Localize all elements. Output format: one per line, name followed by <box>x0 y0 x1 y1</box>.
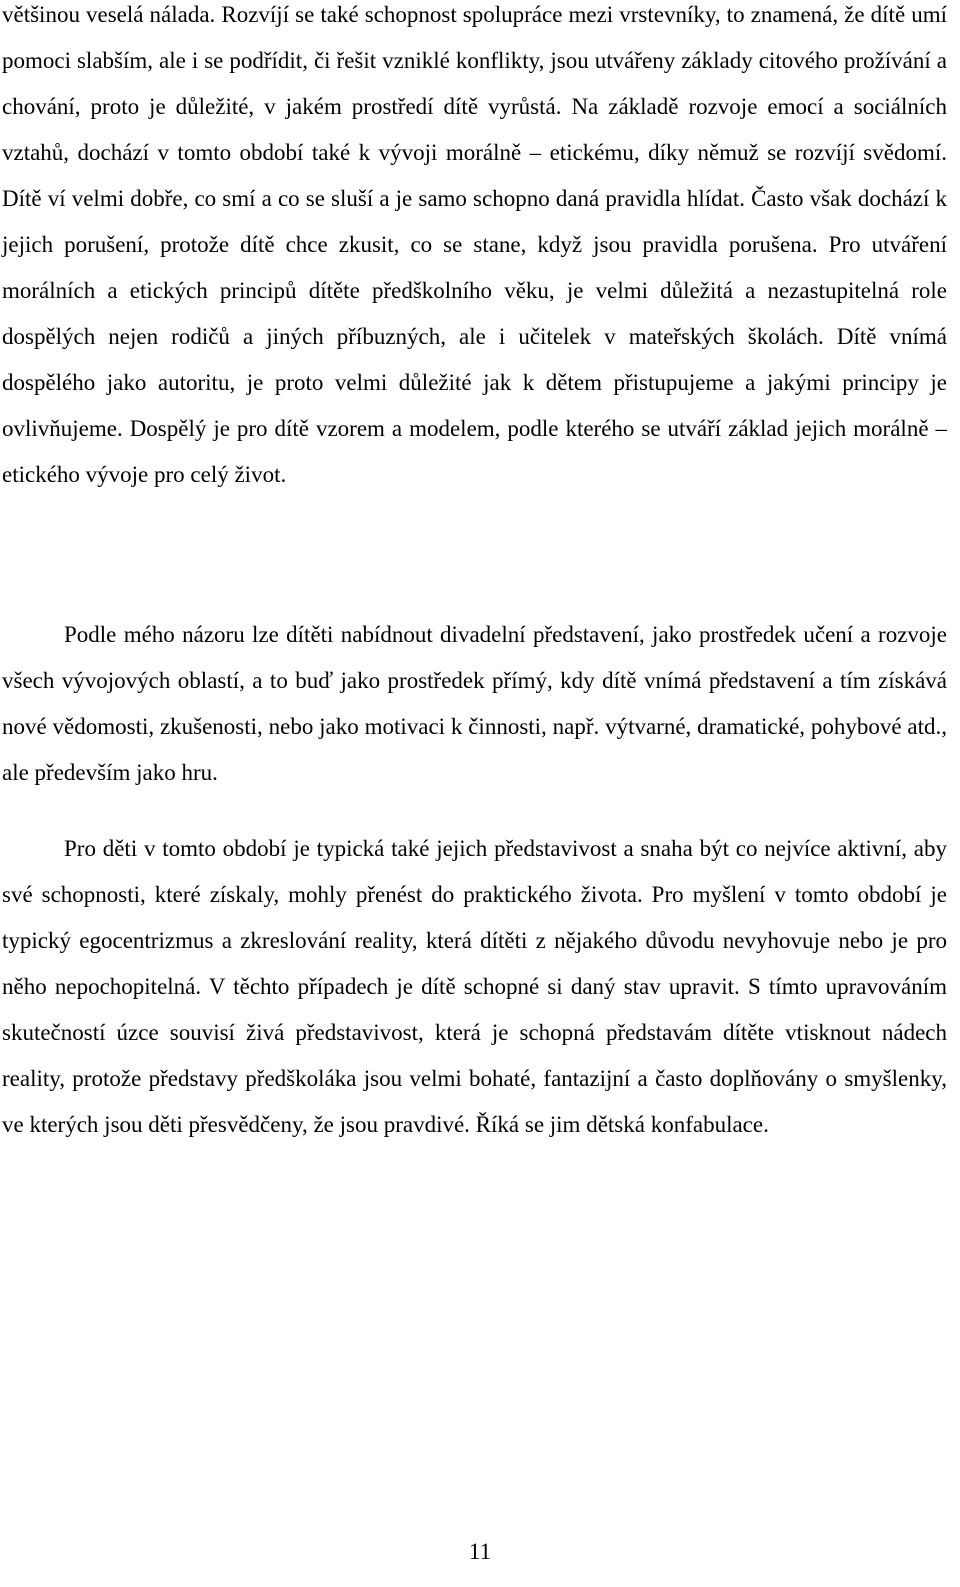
paragraph-divadelni-predstaveni: Podle mého názoru lze dítěti nabídnout divadelní představení, jako prostředek učení a rozvoje všech vývojových oblastí, a to buď jako prostředek přímý, kdy dítě vnímá představení a tím získává nové vědomosti, zkušenosti, nebo jako motivaci k činnosti, např. výtvarné, dramatické, pohybové atd., ale především jako hru. <box>2 622 947 785</box>
paragraph-predstavivost: Pro děti v tomto období je typická také jejich představivost a snaha být co nejvíce aktivní, aby své schopnosti, které získaly, mohly přenést do praktického života. Pro myšlení v tomto období je typický egocentrizmus a zkreslování reality, která dítěti z nějakého důvodu nevyhovuje nebo je pro něho nepochopitelná. V těchto případech je dítě schopné si daný stav upravit. S tímto upravováním skutečností úzce souvisí živá představivost, která je schopná představám dítěte vtisknout nádech reality, protože představy předškoláka jsou velmi bohaté, fantazijní a často doplňovány o smyšlenky, ve kterých jsou děti přesvědčeny, že jsou pravdivé. Říká se jim dětská konfabulace. <box>2 836 947 1137</box>
paragraph-continued: většinou veselá nálada. Rozvíjí se také schopnost spolupráce mezi vrstevníky, to znamená, že dítě umí pomoci slabším, ale i se podřídit, či řešit vzniklé konflikty, jsou utvářeny základy citového prožívání a chování, proto je důležité, v jakém prostředí dítě vyrůstá. Na základě rozvoje emocí a sociálních vztahů, dochází v tomto období také k vývoji morálně – etickému, díky němuž se rozvíjí svědomí. Dítě ví velmi dobře, co smí a co se sluší a je samo schopno daná pravidla hlídat. Často však dochází k jejich porušení, protože dítě chce zkusit, co se stane, když jsou pravidla porušena. Pro utváření morálních a etických principů dítěte předškolního věku, je velmi důležitá a nezastupitelná role dospělých nejen rodičů a jiných příbuzných, ale i učitelek v mateřských školách. Dítě vnímá dospělého jako autoritu, je proto velmi důležité jak k dětem přistupujeme a jakými principy je ovlivňujeme. Dospělý je pro dítě vzorem a modelem, podle kterého se utváří základ jejich morálně – etického vývoje pro celý život. <box>2 2 947 487</box>
page-number: 11 <box>468 1539 492 1564</box>
